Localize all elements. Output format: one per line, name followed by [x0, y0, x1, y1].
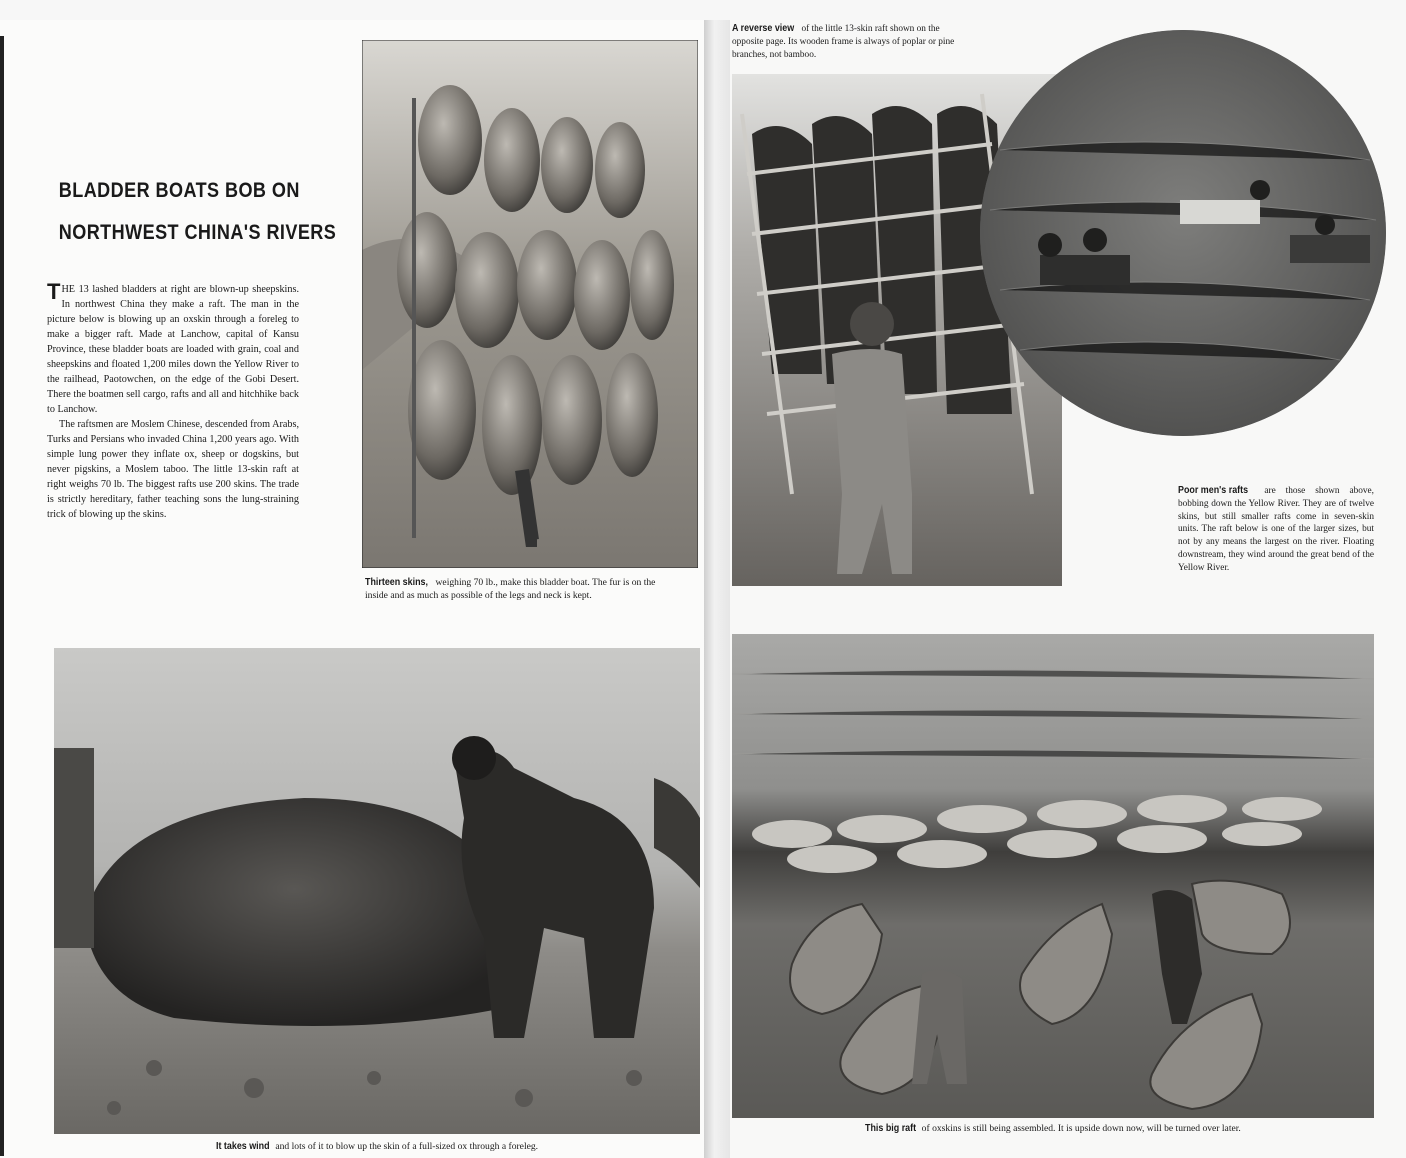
viewer-top-bar: [0, 0, 1406, 20]
caption-poor-text: are those shown above, bobbing down the Yellow River. They are of twelve skins, but still smaller rafts come in seven-skin units. The raft below is one of the larger sizes, but not by any means the largest on the river. Floating downstream, they wind around the great bend of the Yellow River.: [1178, 486, 1374, 573]
title-line-2: NORTHWEST CHINA'S RIVERS: [58, 221, 337, 244]
caption-poor-mens-rafts: [1178, 484, 1374, 575]
photo-big-raft-oxskins: [732, 634, 1374, 1118]
photo-poor-mens-rafts-circle: [980, 30, 1386, 436]
caption-thirteen-lead: Thirteen skins,: [365, 576, 428, 588]
title-line-1: BLADDER BOATS BOB ON: [58, 179, 300, 202]
left-page: [0, 20, 704, 1158]
photo-blowing-oxskin: [54, 648, 700, 1134]
caption-reverse-view: [732, 22, 960, 62]
caption-big-text: of oxskins is still being assembled. It is upside down now, will be turned over later.: [919, 1123, 1241, 1134]
article-title: [58, 170, 337, 254]
caption-thirteen-text: weighing 70 lb., make this bladder boat. The fur is on the inside and as much as possible of the legs and neck is kept.: [365, 577, 656, 601]
caption-reverse-text: of the little 13-skin raft shown on the opposite page. Its wooden frame is always of poplar or pine branches, not bamboo.: [732, 24, 955, 60]
body-paragraph-1: [47, 279, 299, 417]
paragraph-1-text: HE 13 lashed bladders at right are blown-up sheepskins. In northwest China they make a raft. The man in the picture below is blowing up an oxskin through a foreleg to make a bigger raft. Made at Lanchow, capital of Kansu Province, these bladder boats are loaded with grain, coal and sheepskins and floated 1,200 miles down the Yellow River to the railhead, Paotowchen, on the edge of the Gobi Desert. There the boatmen sell cargo, rafts and all and hitchhike back to Lanchow.: [47, 284, 299, 415]
book-gutter: [704, 20, 730, 1158]
caption-thirteen-skins: [365, 576, 671, 602]
caption-poor-lead: Poor men's rafts: [1178, 484, 1249, 496]
caption-wind-lead: It takes wind: [215, 1140, 270, 1152]
caption-big-lead: This big raft: [865, 1122, 917, 1134]
caption-it-takes-wind: [54, 1140, 700, 1153]
body-paragraph-2: The raftsmen are Moslem Chinese, descended from Arabs, Turks and Persians who invaded China 1,200 years ago. With simple lung power they inflate ox, sheep or dogskins, but never pigskins, a Moslem taboo. The little 13-skin raft at right weighs 70 lb. The biggest rafts use 200 skins. The trade is strictly hereditary, father teaching sons the lung-straining trick of blowing up the skins.: [47, 419, 299, 520]
page-edge-line: [0, 36, 4, 1156]
article-body: [47, 279, 299, 522]
photo-thirteen-skins-raft: [362, 40, 698, 568]
caption-reverse-lead: A reverse view: [732, 22, 795, 34]
caption-wind-text: and lots of it to blow up the skin of a full-sized ox through a foreleg.: [272, 1141, 539, 1152]
right-page: [730, 20, 1406, 1158]
drop-cap: T: [47, 279, 61, 304]
caption-this-big-raft: [732, 1122, 1374, 1135]
